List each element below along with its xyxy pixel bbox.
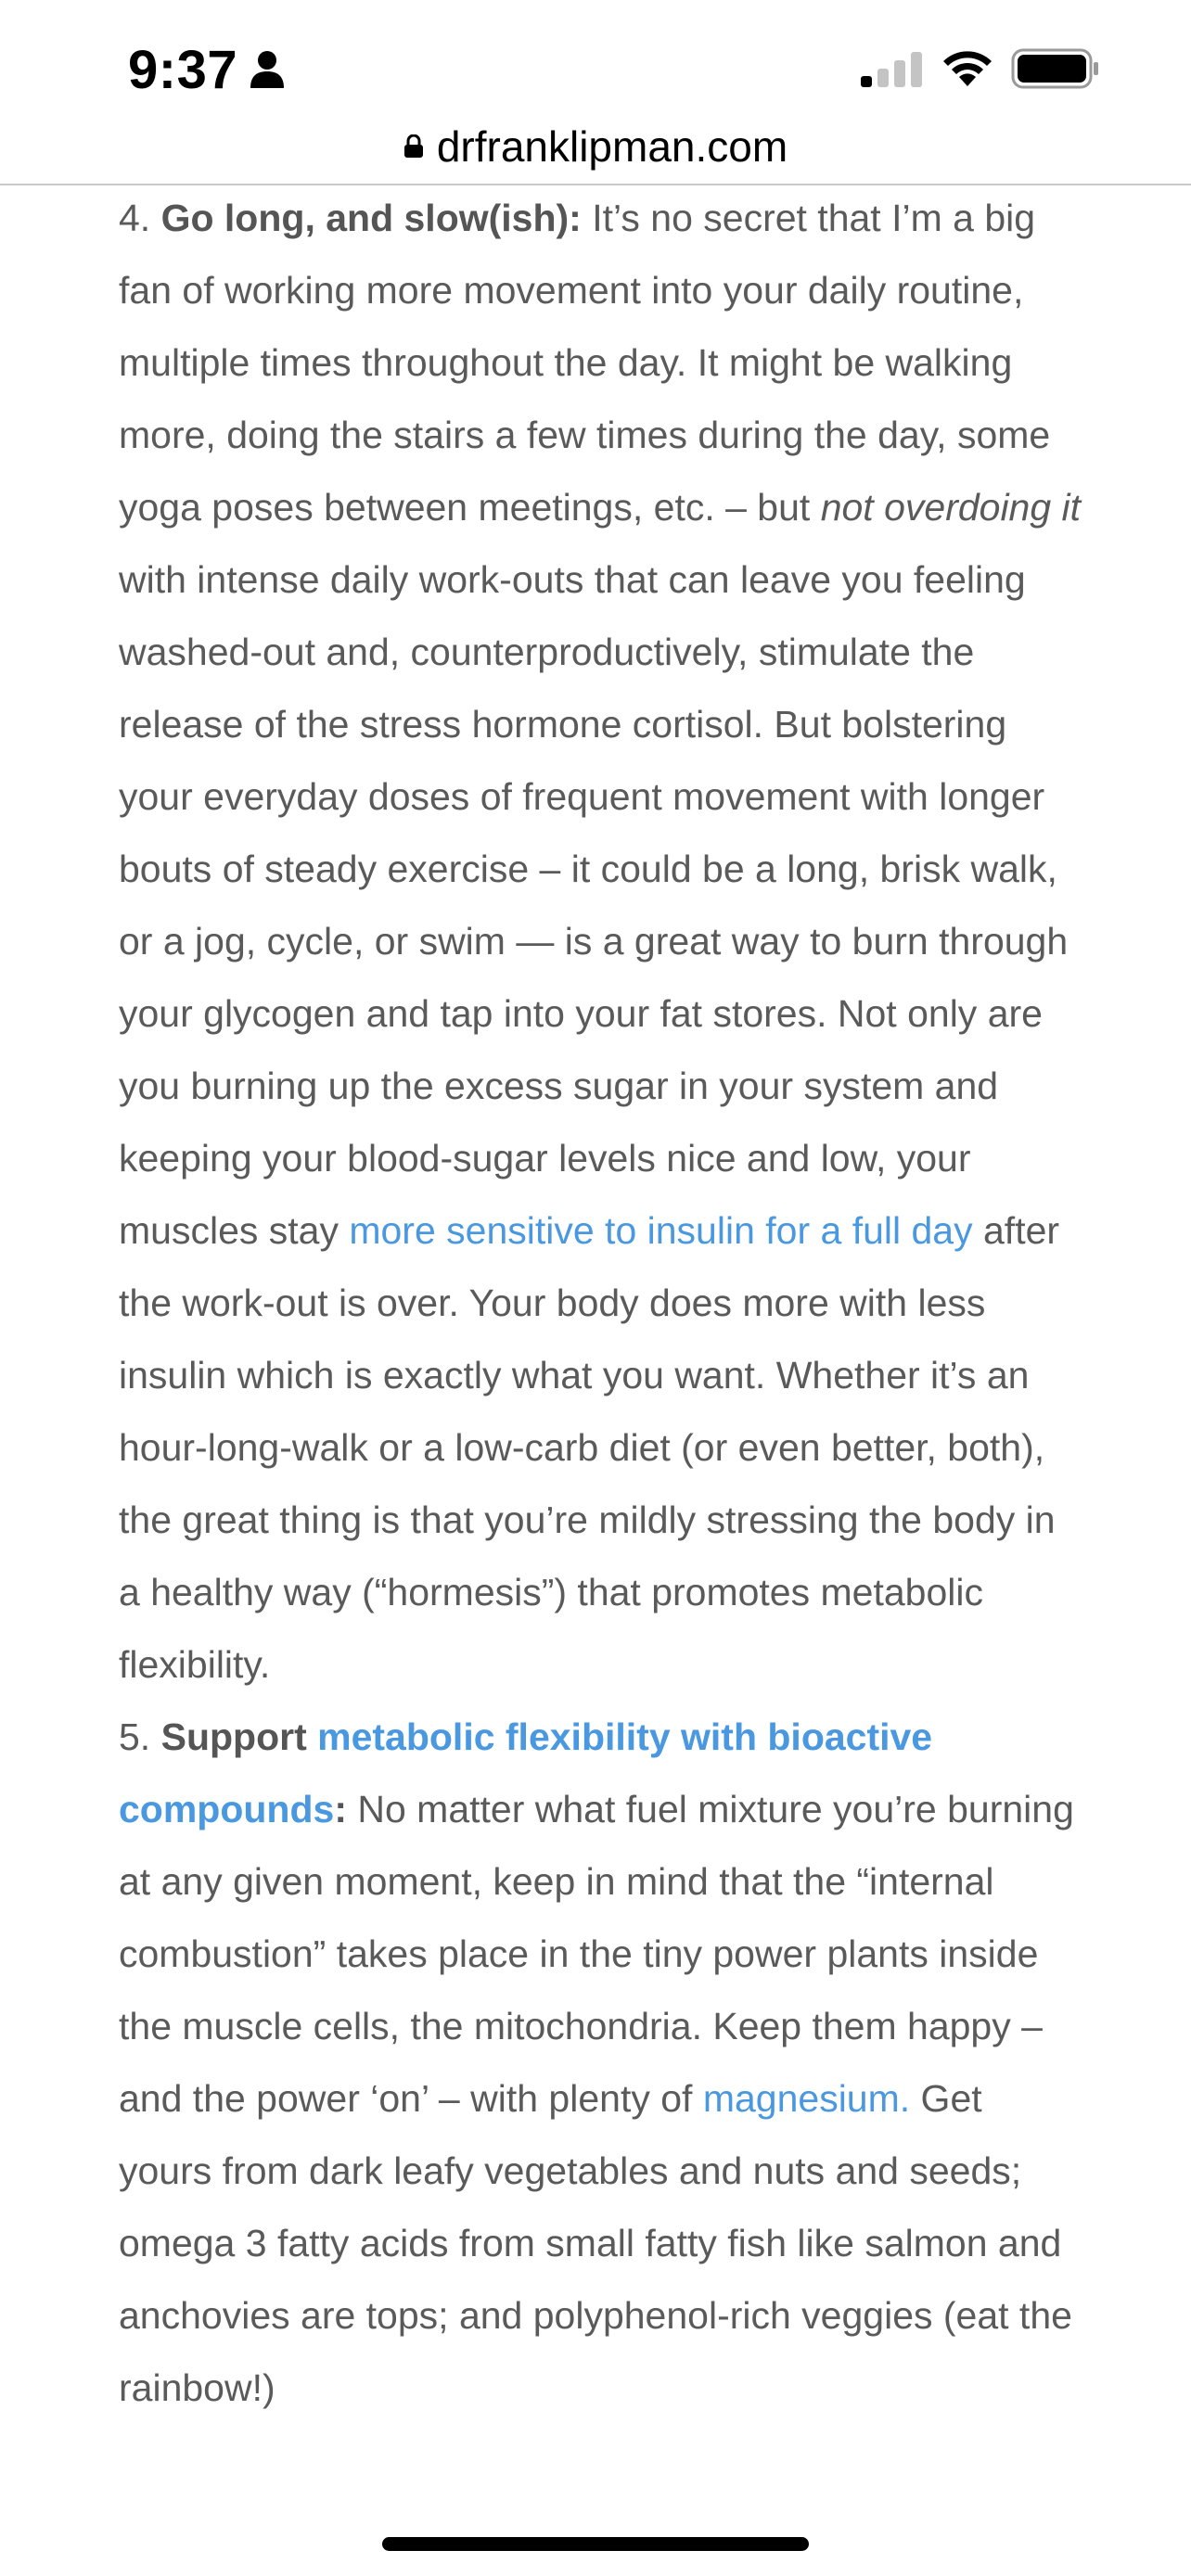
list-item-4: [119, 182, 1083, 1701]
url-bar[interactable]: [0, 109, 1191, 184]
item-4-heading: Go long, and slow(ish):: [160, 197, 582, 239]
item-5-number: 5.: [119, 1715, 161, 1758]
item-5-text-a: No matter what fuel mixture you’re burning at any given moment, keep in mind that the “internal combustion” takes place in the tiny power plants inside the muscle cells, the mitochondria. Keep them happy – and the power ‘on’ – with plenty of: [119, 1788, 1074, 2120]
wifi-icon: [941, 49, 994, 88]
home-indicator[interactable]: [382, 2537, 809, 2551]
person-icon: [249, 49, 286, 90]
url-text[interactable]: drfranklipman.com: [436, 122, 788, 171]
item-4-text-c: after the work-out is over. Your body does more with less insulin which is exactly what you want. Whether it’s an hour-long-walk or a low-carb diet (or even better, both), the great thing is that you’re mildly stressing the body in a healthy way (“hormesis”) that promotes metabolic flexibility.: [119, 1209, 1060, 1686]
time-group: [128, 37, 286, 102]
lock-icon: [403, 134, 424, 159]
item-5-colon: :: [334, 1788, 347, 1830]
list-item-5: [119, 1701, 1083, 2424]
item-4-emphasis: not overdoing it: [820, 486, 1082, 529]
status-indicators: [861, 48, 1100, 89]
status-bar: [0, 0, 1191, 121]
item-4-text-b: with intense daily work-outs that can leave you feeling washed-out and, counterproductively, stimulate the release of the stress hormone cortisol. But bolstering your everyday doses of frequent movement with longer bouts of steady exercise – it could be a long, brisk walk, or a jog, cycle, or swim — is a great way to burn through your glycogen and tap into your fat stores. Not only are you burning up the excess sugar in your system and keeping your blood-sugar levels nice and low, your muscles stay: [119, 558, 1069, 1252]
metabolic-flexibility-link[interactable]: metabolic flexibility with bioactive compounds: [119, 1715, 933, 1830]
status-time: 9:37: [128, 39, 238, 100]
article-body: [119, 182, 1083, 2424]
magnesium-link[interactable]: magnesium.: [702, 2077, 911, 2120]
insulin-sensitivity-link[interactable]: more sensitive to insulin for a full day: [349, 1209, 973, 1252]
item-4-text-a: It’s no secret that I’m a big fan of working more movement into your daily routine, multiple times throughout the day. It might be walking more, doing the stairs a few times during the day, some yoga poses between meetings, etc. – but: [119, 197, 1051, 529]
item-5-heading: Support: [160, 1715, 318, 1758]
item-4-number: 4.: [119, 197, 161, 239]
item-5-text-b: Get yours from dark leafy vegetables and nuts and seeds; omega 3 fatty acids from small fatty fish like salmon and anchovies are tops; and polyphenol-rich veggies (eat the rainbow!): [119, 2077, 1072, 2409]
cellular-signal-icon: [861, 50, 924, 87]
battery-icon: [1011, 48, 1100, 89]
